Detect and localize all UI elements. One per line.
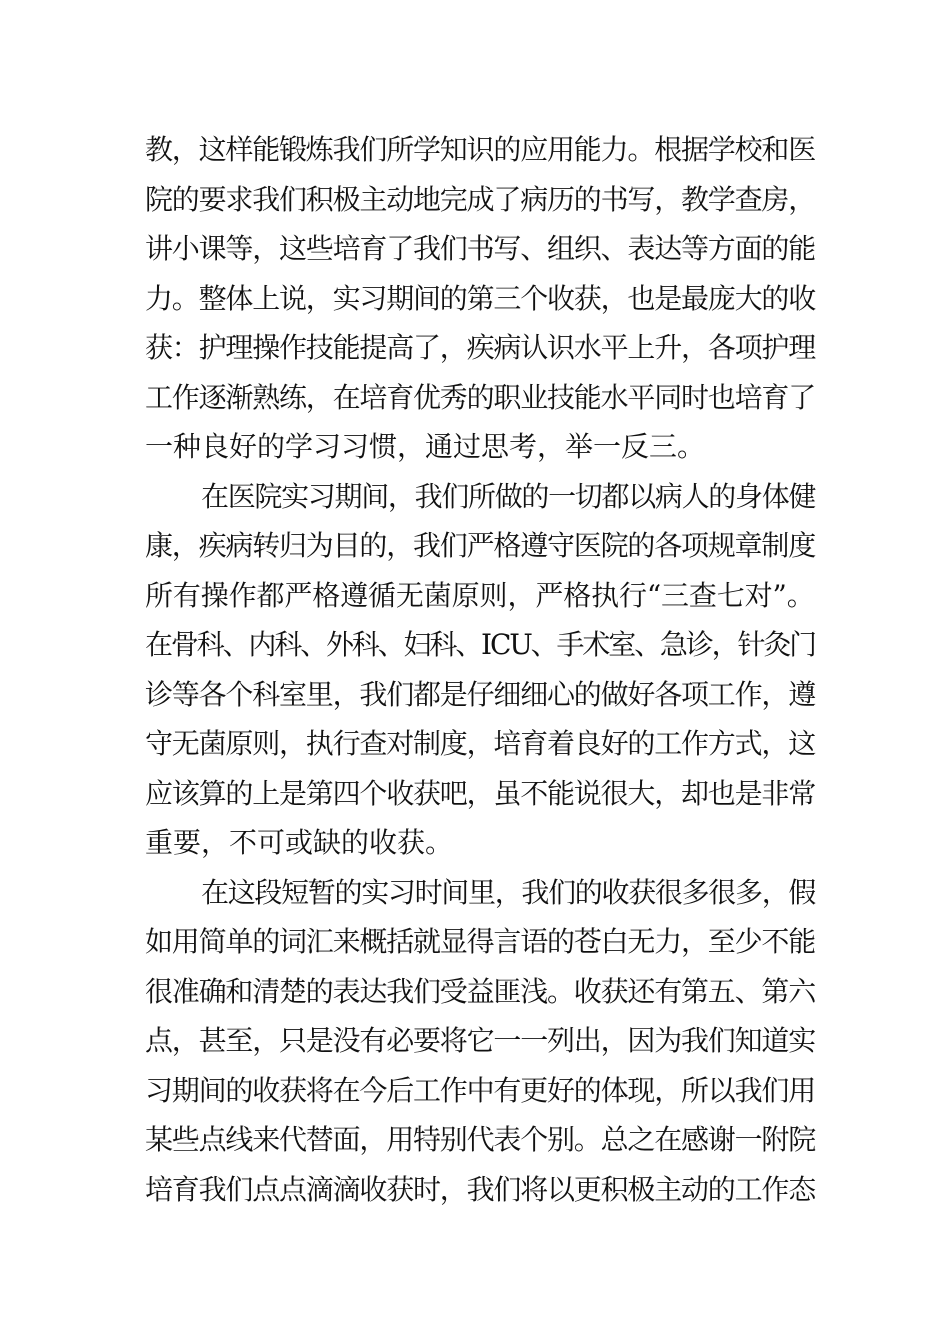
text-line-13: 守无菌原则，执行查对制度，培育着良好的工作方式，这: [145, 727, 816, 760]
text-line-5: 获：护理操作技能提高了，疾病认识水平上升，各项护理: [145, 331, 816, 364]
text-line-6: 工作逐渐熟练，在培育优秀的职业技能水平同时也培育了: [145, 380, 816, 414]
text-line-17: 如用简单的词汇来概括就显得言语的苍白无力，至少不能: [145, 925, 816, 958]
text-line-19: 点，甚至，只是没有必要将它一一列出，因为我们知道实: [145, 1024, 816, 1057]
text-line-4: 力。整体上说，实习期间的第三个收获，也是最庞大的收: [145, 281, 816, 315]
text-line-16: 在这段短暂的实习时间里，我们的收获很多很多，假: [201, 875, 816, 909]
text-line-10: 所有操作都严格遵循无菌原则，严格执行“三查七对”。: [145, 578, 815, 612]
text-line-20: 习期间的收获将在今后工作中有更好的体现，所以我们用: [145, 1073, 816, 1107]
text-line-18: 很准确和清楚的表达我们受益匪浅。收获还有第五、第六: [145, 974, 816, 1008]
text-line-7: 一种良好的学习习惯，通过思考，举一反三。: [145, 430, 706, 463]
text-line-3: 讲小课等，这些培育了我们书写、组织、表达等方面的能: [145, 232, 816, 265]
text-line-14: 应该算的上是第四个收获吧，虽不能说很大，却也是非常: [145, 776, 816, 810]
text-line-12: 诊等各个科室里，我们都是仔细细心的做好各项工作，遵: [145, 677, 816, 711]
text-line-15: 重要，不可或缺的收获。: [145, 826, 454, 859]
body-text: [145, 125, 815, 1214]
text-line-22: 培育我们点点滴滴收获时，我们将以更积极主动的工作态: [145, 1172, 816, 1206]
text-line-1: 教，这样能锻炼我们所学知识的应用能力。根据学校和医: [145, 133, 816, 166]
text-line-21: 某些点线来代替面，用特别代表个别。总之在感谢一附院: [145, 1123, 816, 1156]
text-line-11: 在骨科、内科、外科、妇科、ICU、手术室、急诊，针灸门: [145, 628, 816, 661]
text-line-8: 在医院实习期间，我们所做的一切都以病人的身体健: [201, 479, 816, 513]
text-line-9: 康，疾病转归为目的，我们严格遵守医院的各项规章制度: [145, 529, 816, 562]
text-line-2: 院的要求我们积极主动地完成了病历的书写，教学查房，: [145, 182, 816, 216]
